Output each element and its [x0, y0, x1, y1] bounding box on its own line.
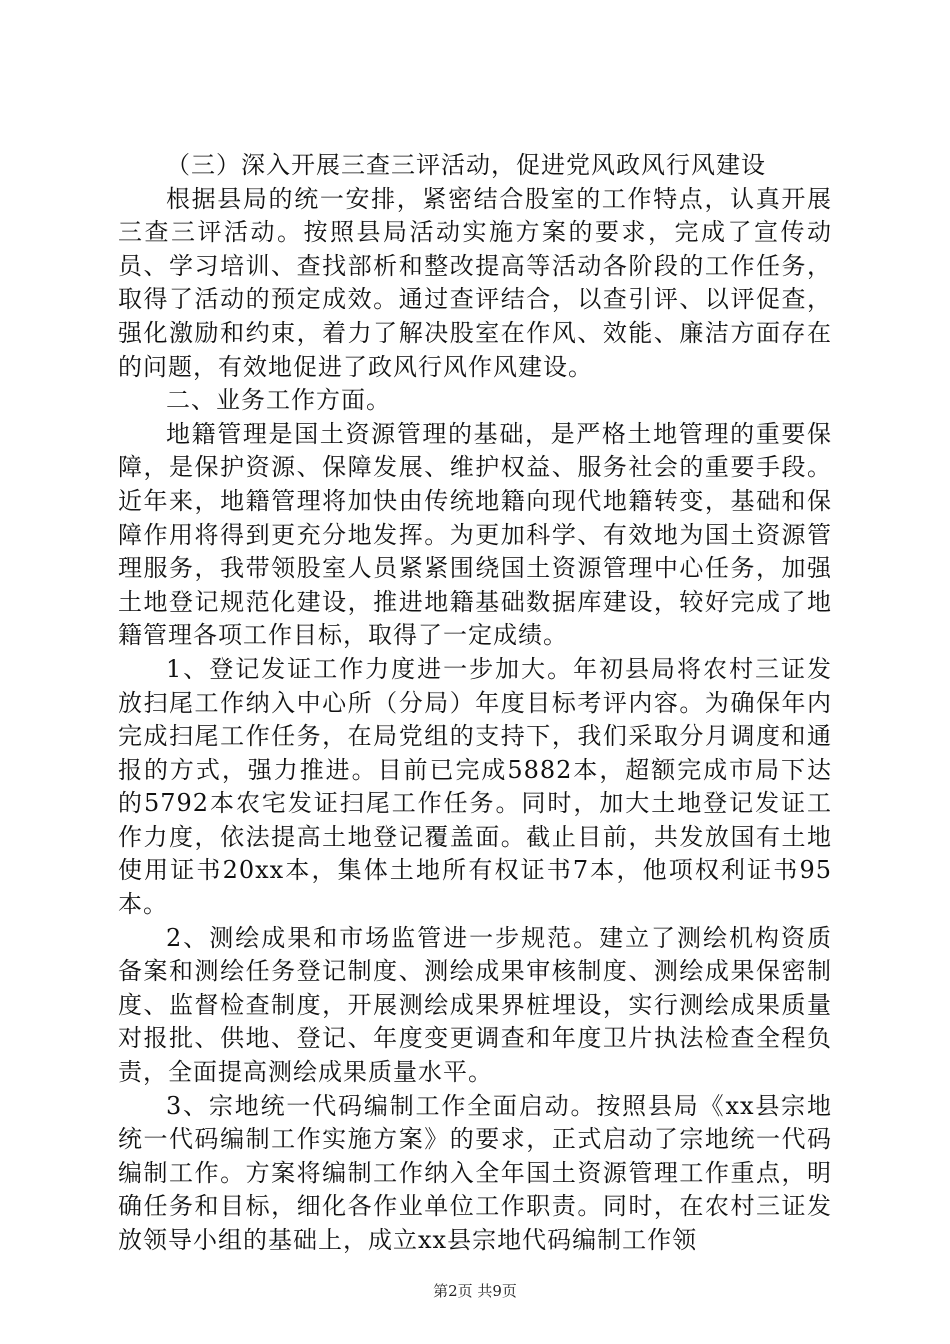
paragraph: 1、登记发证工作力度进一步加大。年初县局将农村三证发放扫尾工作纳入中心所（分局）年度目标考评内容。为确保年内完成扫尾工作任务，在局党组的支持下，我们采取分月调度和通报的方式，强力推进。目前已完成5882本，超额完成市局下达的5792本农宅发证扫尾工作任务。同时，加大土地登记发证工作力度，依法提高土地登记覆盖面。截止目前，共发放国有土地使用证书20xx本，集体土地所有权证书7本，他项权利证书95本。: [118, 654, 832, 919]
section-heading: （三）深入开展三查三评活动，促进党风政风行风建设: [166, 151, 766, 179]
paragraph: 根据县局的统一安排，紧密结合股室的工作特点，认真开展三查三评活动。按照县局活动实施方案的要求，完成了宣传动员、学习培训、查找部析和整改提高等活动各阶段的工作任务，取得了活动的预定成效。通过查评结合，以查引评、以评促查，强化激励和约束，着力了解决股室在作风、效能、廉洁方面存在的问题，有效地促进了政风行风作风建设。: [118, 184, 832, 381]
paragraph: 2、测绘成果和市场监管进一步规范。建立了测绘机构资质备案和测绘任务登记制度、测绘成果审核制度、测绘成果保密制度、监督检查制度，开展测绘成果界桩埋设，实行测绘成果质量对报批、供地、登记、年度变更调查和年度卫片执法检查全程负责，全面提高测绘成果质量水平。: [118, 923, 832, 1087]
document-body: [118, 149, 832, 1258]
section-heading: 二、业务工作方面。: [166, 386, 391, 415]
paragraph: 3、宗地统一代码编制工作全面启动。按照县局《xx县宗地统一代码编制工作实施方案》的要求，正式启动了宗地统一代码编制工作。方案将编制工作纳入全年国土资源管理工作重点，明确任务和目标，细化各作业单位工作职责。同时，在农村三证发放领导小组的基础上，成立xx县宗地代码编制工作领: [118, 1091, 832, 1254]
paragraph: 地籍管理是国土资源管理的基础，是严格土地管理的重要保障，是保护资源、保障发展、维护权益、服务社会的重要手段。近年来，地籍管理将加快由传统地籍向现代地籍转变，基础和保障作用将得到更充分地发挥。为更加科学、有效地为国土资源管理服务，我带领股室人员紧紧围绕国土资源管理中心任务，加强土地登记规范化建设，推进地籍基础数据库建设，较好完成了地籍管理各项工作目标，取得了一定成绩。: [118, 419, 832, 650]
page-footer: 第2页 共9页: [433, 1282, 517, 1300]
